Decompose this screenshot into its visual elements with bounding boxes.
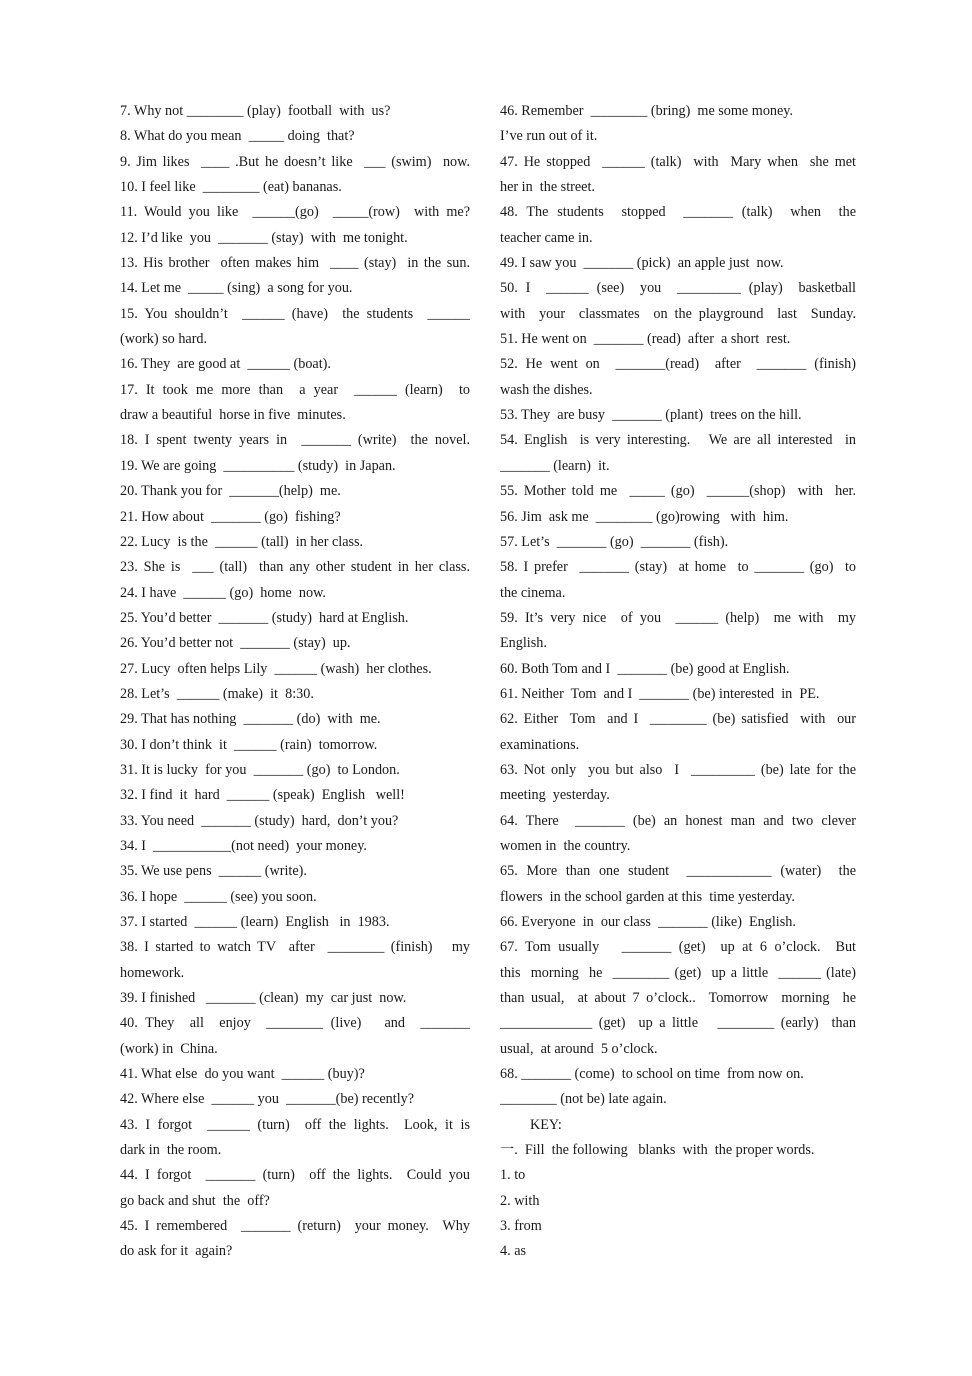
right-column-line: 68. _______ (come) to school on time from now on.: [500, 1066, 804, 1083]
left-column-line: 36. I hope ______ (see) you soon.: [120, 888, 317, 905]
left-column-line: 13. His brother often makes him ____ (stay) in the sun.: [120, 255, 470, 272]
right-column-line: than usual, at about 7 o’clock.. Tomorrow morning he: [500, 990, 856, 1007]
left-column-line: 23. She is ___ (tall) than any other student in her class.: [120, 559, 470, 576]
left-column-line: dark in the room.: [120, 1142, 222, 1159]
left-column-line: 7. Why not ________ (play) football with us?: [120, 103, 391, 119]
left-column-line: 45. I remembered _______ (return) your money. Why: [120, 1218, 470, 1235]
right-column-line: 51. He went on _______ (read) after a short rest.: [500, 331, 791, 348]
left-column-line: 31. It is lucky for you _______ (go) to London.: [120, 761, 400, 778]
right-column-line: _____________ (get) up a little ________ (early) than: [500, 1015, 856, 1032]
right-column-line: 60. Both Tom and I _______ (be) good at English.: [500, 660, 790, 677]
left-column-line: 10. I feel like ________ (eat) bananas.: [120, 179, 342, 196]
left-column-line: 12. I’d like you _______ (stay) with me tonight.: [120, 229, 408, 246]
right-column-line: 46. Remember ________ (bring) me some money.: [500, 103, 794, 119]
left-column-line: 38. I started to watch TV after ________ (finish) my: [120, 939, 470, 956]
left-column-line: go back and shut the off?: [120, 1192, 270, 1209]
left-column-line: 41. What else do you want ______ (buy)?: [120, 1066, 365, 1083]
left-column-line: 27. Lucy often helps Lily ______ (wash) her clothes.: [120, 660, 432, 677]
right-column: [500, 99, 856, 1265]
right-column-line: English.: [500, 635, 547, 652]
left-column-line: (work) in China.: [120, 1040, 218, 1057]
right-column-line: usual, at around 5 o’clock.: [500, 1040, 658, 1057]
right-column-line: the cinema.: [500, 584, 566, 601]
right-column-line: 58. I prefer _______ (stay) at home to _______ (go) to: [500, 559, 856, 576]
right-column-line: 67. Tom usually _______ (get) up at 6 o’clock. But: [500, 939, 856, 956]
left-column-line: do ask for it again?: [120, 1243, 233, 1260]
right-column-line: 65. More than one student ____________ (water) the: [500, 863, 856, 880]
right-column-line: flowers in the school garden at this time yesterday.: [500, 888, 795, 905]
right-column-line: 53. They are busy _______ (plant) trees on the hill.: [500, 407, 802, 424]
right-column-line: 48. The students stopped _______ (talk) when the: [500, 204, 856, 221]
right-column-line: _______ (learn) it.: [500, 457, 610, 474]
right-column-line: 62. Either Tom and I ________ (be) satisfied with our: [500, 711, 856, 728]
left-column-line: 29. That has nothing _______ (do) with me.: [120, 711, 381, 728]
left-column-line: 24. I have ______ (go) home now.: [120, 584, 326, 601]
right-column-line: 4. as: [500, 1243, 527, 1260]
right-column-line: 56. Jim ask me ________ (go)rowing with him.: [500, 508, 789, 525]
left-column-line: 19. We are going __________ (study) in Japan.: [120, 457, 396, 474]
left-column-line: 26. You’d better not _______ (stay) up.: [120, 635, 351, 652]
left-column-line: 15. You shouldn’t ______ (have) the students ______: [120, 305, 470, 322]
left-column-line: 44. I forgot _______ (turn) off the lights. Could you: [120, 1167, 470, 1184]
left-column-line: (work) so hard.: [120, 331, 208, 348]
right-column-line: meeting yesterday.: [500, 787, 610, 804]
left-column-line: 35. We use pens ______ (write).: [120, 863, 307, 880]
right-column-line: wash the dishes.: [500, 381, 593, 398]
right-column-line: I’ve run out of it.: [500, 128, 598, 145]
right-column-line: 一. Fill the following blanks with the proper words.: [500, 1142, 815, 1159]
right-column-line: 49. I saw you _______ (pick) an apple just now.: [500, 255, 784, 272]
right-column-line: 47. He stopped ______ (talk) with Mary when she met: [500, 153, 856, 170]
right-column-line: 1. to: [500, 1167, 526, 1184]
left-column-line: 28. Let’s ______ (make) it 8:30.: [120, 685, 314, 702]
right-column-line: 55. Mother told me _____ (go) ______(shop) with her.: [500, 483, 856, 500]
right-column-line: ________ (not be) late again.: [500, 1091, 667, 1108]
left-column-line: 42. Where else ______ you _______(be) recently?: [120, 1091, 415, 1108]
left-column-line: 11. Would you like ______(go) _____(row) with me?: [120, 204, 470, 221]
left-column-line: 20. Thank you for _______(help) me.: [120, 483, 341, 500]
left-column-line: 37. I started ______ (learn) English in 1983.: [120, 914, 390, 930]
left-column-line: 22. Lucy is the ______ (tall) in her class.: [120, 533, 364, 550]
left-column-line: 25. You’d better _______ (study) hard at English.: [120, 609, 409, 626]
right-column-line: 50. I ______ (see) you _________ (play) basketball: [500, 280, 856, 297]
left-column-line: 18. I spent twenty years in _______ (write) the novel.: [120, 432, 470, 449]
right-column-line: 2. with: [500, 1192, 540, 1209]
right-column-line: 61. Neither Tom and I _______ (be) interested in PE.: [500, 685, 820, 702]
right-column-line: 52. He went on _______(read) after _______ (finish): [500, 356, 856, 373]
left-column-line: 9. Jim likes ____ .But he doesn’t like ___ (swim) now.: [120, 153, 470, 170]
left-column-line: homework.: [120, 964, 185, 981]
left-column-line: 14. Let me _____ (sing) a song for you.: [120, 280, 353, 297]
left-column-line: 30. I don’t think it ______ (rain) tomorrow.: [120, 736, 378, 753]
left-column-line: 16. They are good at ______ (boat).: [120, 356, 331, 373]
left-column-line: 34. I ___________(not need) your money.: [120, 837, 367, 854]
left-column-line: 39. I finished _______ (clean) my car just now.: [120, 990, 407, 1007]
right-column-line: examinations.: [500, 736, 580, 753]
right-column-line: 63. Not only you but also I _________ (be) late for the: [500, 761, 856, 778]
right-column-line: with your classmates on the playground last Sunday.: [500, 305, 856, 322]
right-column-line: teacher came in.: [500, 229, 593, 246]
right-column-line: 59. It’s very nice of you ______ (help) me with my: [500, 609, 856, 626]
left-column-line: 33. You need _______ (study) hard, don’t you?: [120, 812, 399, 829]
left-column-line: 43. I forgot ______ (turn) off the lights. Look, it is: [120, 1116, 470, 1133]
left-column-line: 21. How about _______ (go) fishing?: [120, 508, 341, 525]
right-column-line: 64. There _______ (be) an honest man and two clever: [500, 812, 856, 829]
left-column-line: 40. They all enjoy ________ (live) and _______: [120, 1015, 470, 1032]
left-column-line: draw a beautiful horse in five minutes.: [120, 407, 346, 424]
left-column-line: 8. What do you mean _____ doing that?: [120, 128, 355, 145]
left-column-line: 32. I find it hard ______ (speak) English well!: [120, 787, 405, 804]
right-column-line: women in the country.: [500, 837, 631, 854]
right-column-line: 3. from: [500, 1218, 542, 1235]
right-column-line: 54. English is very interesting. We are all interested in: [500, 432, 856, 449]
right-column-line: 66. Everyone in our class _______ (like) English.: [500, 914, 796, 930]
right-column-line: KEY:: [530, 1116, 562, 1133]
left-column: [120, 99, 470, 1265]
right-column-line: her in the street.: [500, 179, 595, 196]
left-column-line: 17. It took me more than a year ______ (learn) to: [120, 381, 470, 398]
right-column-line: 57. Let’s _______ (go) _______ (fish).: [500, 533, 729, 550]
right-column-line: this morning he ________ (get) up a little ______ (late): [500, 964, 856, 981]
